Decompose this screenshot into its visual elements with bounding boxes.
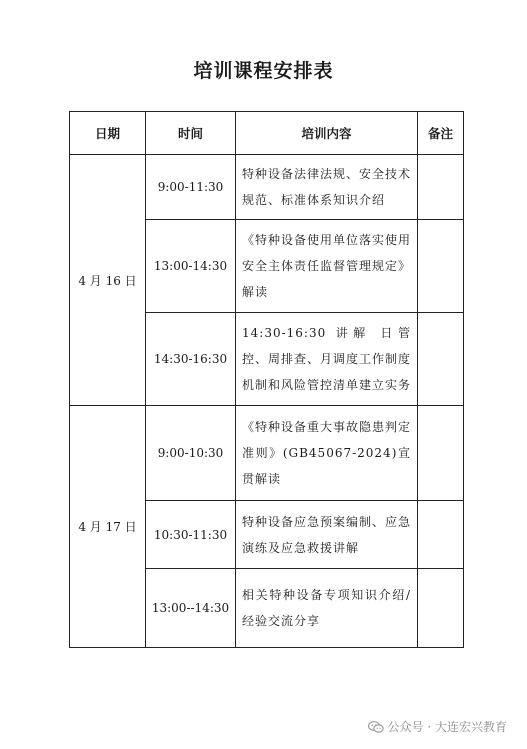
header-note: 备注: [418, 112, 464, 155]
header-content: 培训内容: [236, 112, 418, 155]
content-cell: 《特种设备使用单位落实使用安全主体责任监督管理规定》解读: [236, 220, 418, 313]
time-cell: 10:30-11:30: [146, 501, 236, 569]
content-cell: 相关特种设备专项知识介绍/经验交流分享: [236, 569, 418, 648]
time-cell: 9:00-10:30: [146, 406, 236, 501]
time-cell: 14:30-16:30: [146, 313, 236, 406]
wechat-icon: [368, 721, 384, 733]
time-cell: 9:00-11:30: [146, 155, 236, 220]
date-cell-day1: 4 月 16 日: [70, 155, 146, 406]
page-title: 培训课程安排表: [193, 60, 334, 82]
time-cell: 13:00--14:30: [146, 569, 236, 648]
content-cell: 特种设备应急预案编制、应急演练及应急救援讲解: [236, 501, 418, 569]
header-time: 时间: [146, 112, 236, 155]
content-cell: 《特种设备重大事故隐患判定准则》(GB45067-2024)宣贯解读: [236, 406, 418, 501]
table-header-row: [70, 112, 464, 155]
schedule-table: [69, 111, 464, 648]
header-date: 日期: [70, 112, 146, 155]
note-cell: [418, 406, 464, 501]
table-row: [70, 406, 464, 501]
note-cell: [418, 501, 464, 569]
note-cell: [418, 313, 464, 406]
date-cell-day2: 4 月 17 日: [70, 406, 146, 648]
table-row: [70, 155, 464, 220]
watermark-text: 公众号 · 大连宏兴教育: [387, 720, 507, 734]
content-cell: 14:30-16:30 讲解 日管控、周排查、月调度工作制度机制和风险管控清单建立实务: [236, 313, 418, 406]
time-cell: 13:00-14:30: [146, 220, 236, 313]
note-cell: [418, 155, 464, 220]
note-cell: [418, 220, 464, 313]
watermark: [368, 718, 507, 735]
note-cell: [418, 569, 464, 648]
content-cell: 特种设备法律法规、安全技术规范、标准体系知识介绍: [236, 155, 418, 220]
